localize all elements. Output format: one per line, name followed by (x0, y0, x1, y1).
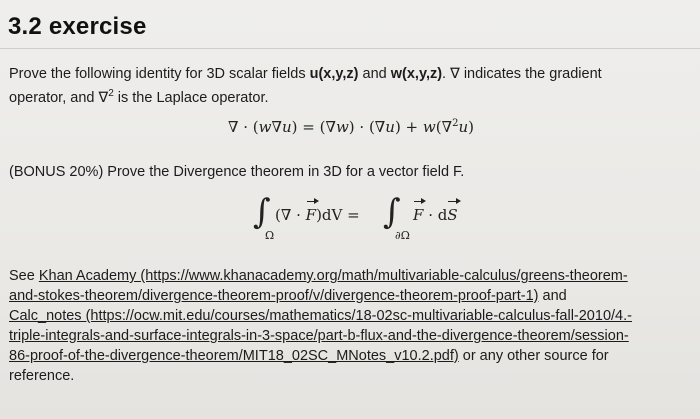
formula-part: )dV = (316, 206, 360, 224)
references-line-2 (9, 286, 632, 306)
u-field-label: u(x,y,z) (309, 66, 359, 82)
tail-text: or any other source for (458, 348, 609, 364)
identity-formula (228, 118, 474, 136)
formula-part: ∇ · ( (228, 118, 259, 136)
title-divider (0, 48, 700, 49)
references-paragraph (9, 266, 632, 386)
khan-academy-link-cont[interactable]: and-stokes-theorem/divergence-theorem-proof/v/divergence-theorem-proof-part-1) (9, 288, 539, 304)
references-line-1 (9, 266, 632, 286)
boundary-domain-label: ∂Ω (395, 229, 410, 242)
formula-part: ) (468, 118, 474, 136)
surface-integral-sign: ∫ (383, 192, 401, 232)
surface-integrand (413, 206, 458, 224)
problem1-text-b: . ∇ indicates the gradient (442, 66, 602, 82)
references-line-3 (9, 306, 632, 326)
problem1-text-a: Prove the following identity for 3D scalar fields (9, 66, 310, 82)
formula-var-w: w (258, 118, 272, 136)
and-text: and (538, 288, 567, 304)
formula-var-w: w (422, 118, 436, 136)
w-field-label: w(x,y,z) (390, 66, 443, 82)
formula-part: ∇ (271, 118, 282, 136)
calc-notes-link[interactable]: Calc_notes (https://ocw.mit.edu/courses/mathematics/18-02sc-multivariable-calculus-fall-2010/4.- (9, 308, 632, 324)
formula-part: ) · (∇ (348, 118, 386, 136)
problem1-text-c: operator, and ∇ (9, 89, 109, 106)
laplace-superscript: 2 (108, 88, 114, 99)
vector-field-f: F (413, 206, 424, 224)
references-line-5 (9, 346, 632, 366)
formula-var-u: u (281, 118, 292, 136)
problem2-text: (BONUS 20%) Prove the Divergence theorem in 3D for a vector field F. (9, 164, 465, 180)
formula-part: (∇ (435, 118, 453, 136)
calc-notes-link-cont[interactable]: triple-integrals-and-surface-integrals-in-3-space/part-b-flux-and-the-divergence-theorem/session- (9, 328, 629, 344)
volume-domain-label: Ω (265, 229, 275, 242)
volume-integrand (275, 206, 360, 224)
surface-element-s: S (447, 206, 458, 224)
page-title: 3.2 exercise (8, 13, 147, 40)
divergence-theorem-formula (253, 193, 493, 243)
formula-superscript: 2 (452, 118, 459, 129)
problem1-line1 (9, 65, 602, 84)
formula-part: ) + (394, 118, 423, 136)
formula-part: (∇ · (275, 206, 306, 224)
problem1-text-d: is the Laplace operator. (113, 89, 269, 106)
khan-academy-link[interactable]: Khan Academy (https://www.khanacademy.org/math/multivariable-calculus/greens-theorem- (38, 268, 628, 284)
formula-part: · d (423, 206, 448, 224)
formula-var-u: u (385, 118, 395, 136)
formula-var-u: u (458, 118, 469, 136)
volume-integral-sign: ∫ (253, 192, 271, 232)
references-line-4 (9, 326, 632, 346)
calc-notes-link-end[interactable]: 86-proof-of-the-divergence-theorem/MIT18_02SC_MNotes_v10.2.pdf) (9, 348, 459, 364)
vector-field-f: F (305, 206, 317, 224)
formula-var-w: w (335, 118, 349, 136)
problem1-and: and (358, 66, 391, 82)
see-text: See (9, 268, 39, 284)
tail-text-end: reference. (9, 368, 75, 384)
formula-part: ) = (∇ (291, 118, 336, 136)
references-line-6 (9, 366, 632, 386)
problem1-line2 (9, 84, 269, 108)
